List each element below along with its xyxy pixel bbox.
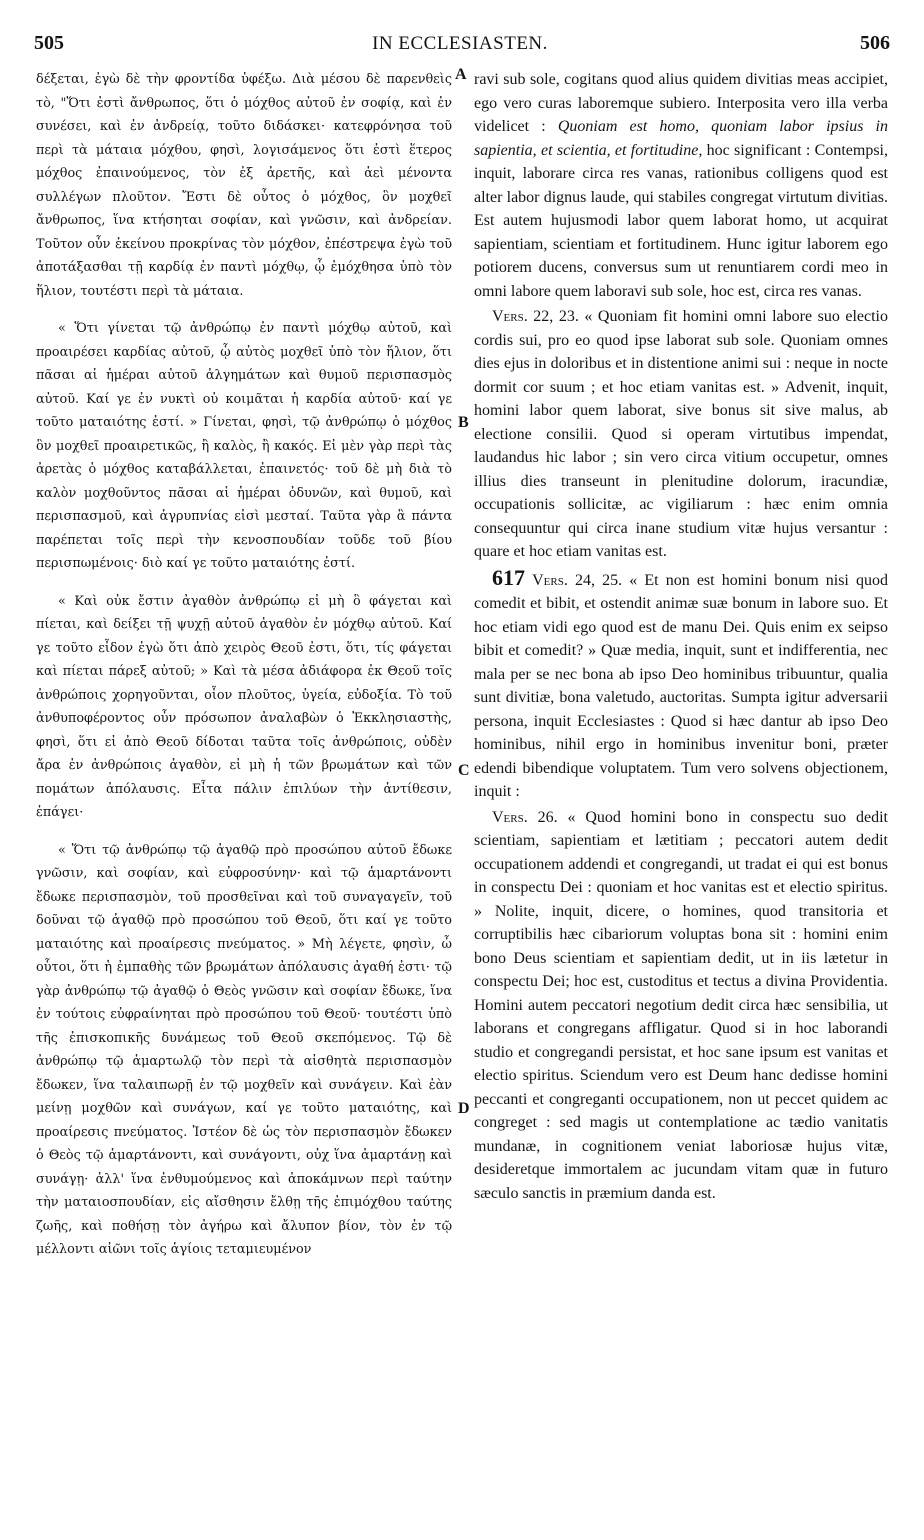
greek-paragraph-2: « Ὅτι γίνεται τῷ ἀνθρώπῳ ἐν παντὶ μόχθῳ αὐτοῦ, καὶ προαιρέσει καρδίας αὐτοῦ, ᾧ αὐτὸς μοχθεῖ ὑπὸ τὸν ἥλιον, ὅτι πᾶσαι αἱ ἡμέραι αὐτοῦ ἀλγημάτων καὶ θυμοῦ περισπασμὸς αὐτοῦ. Καί γε ἐν νυκτὶ οὐ κοιμᾶται ἡ καρδία αὐτοῦ· καί γε τοῦτο ματαιότης ἐστί. » Γίνεται, φησὶ, τῷ ἀνθρώπῳ ὁ μόχθος ὃν μοχθεῖ προαιρετικῶς, ἢ καλὸς, ἢ κακός. Εἰ μὲν γὰρ περὶ τὰς ἀρετὰς ὁ μόχθος καταβάλλεται, ἐπαινετός· τοῦ δὲ μὴ διὰ τὸ καλὸν μοχθοῦντος πᾶσαι αἱ ἡμέραι ὀδυνῶν, καὶ θυμοῦ, καὶ περισπασμοῦ, καὶ ἀγρυπνίας εἰσὶ μεσταί. Ταῦτα γὰρ ἃ πάντα παρέπεται τοῖς περὶ τὴν κενοσπουδίαν τοῦδε τοῦ βίου περισπωμένοις· διὸ καί γε τοῦτο ματαιότης ἐστί. xyxy=(36,321,452,571)
verse-reference: Vers. 24, 25. xyxy=(532,571,623,589)
greek-paragraph-1: δέξεται, ἐγὼ δὲ τὴν φροντίδα ὑφέξω. Διὰ μέσου δὲ παρενθεὶς τὸ, "Ὅτι ἐστὶ ἄνθρωπος, ὅτι ὁ μόχθος αὐτοῦ ἐν σοφίᾳ, καὶ ἐν συνέσει, καὶ ἐν ἀνδρείᾳ, τοῦτο διδάσκει· κατεφρόνησα τοῦ περὶ τὰ μάταια μόχθου, φησὶ, λογισάμενος ὅτι ἐστὶ ἕτερος μόχθος ἐπαινούμενος, τὸν ἐξ ἀρετῆς, καὶ ἀεὶ μένοντα συλλέγων πλοῦτον. Ἔστι δὲ οὗτος ὁ μόχθος, ὃν μοχθεῖ ἄνθρωπος, ἵνα κτήσηται σοφίαν, καὶ γνῶσιν, καὶ ἀνδρείαν. Τοῦτον οὖν ἐκείνου προκρίνας τὸν μόχθον, ἐπέστρεψα ἐγὼ τοῦ ἀποτάξασθαι τῇ καρδίᾳ ἐν παντὶ μόχθῳ, ᾧ ἐμόχθησα ὑπὸ τὸν ἥλιον, τουτέστι περὶ τὰ μάταια. xyxy=(36,72,452,299)
verse-reference: Vers. 22, 23. xyxy=(492,308,579,325)
column-number: 617 xyxy=(492,564,525,590)
page-header xyxy=(30,32,890,64)
greek-paragraph-4: « Ὅτι τῷ ἀνθρώπῳ τῷ ἀγαθῷ πρὸ προσώπου αὐτοῦ ἔδωκε γνῶσιν, καὶ σοφίαν, καὶ εὐφροσύνην· καὶ τῷ ἁμαρτάνοντι ἔδωκε περισπασμὸν, τοῦ προσθεῖναι καὶ τοῦ συναγαγεῖν, τοῦ δοῦναι τῷ ἀγαθῷ πρὸ προσώπου τοῦ Θεοῦ, ὅτι καί γε τοῦτο ματαιότης καὶ προαίρεσις πνεύματος. » Μὴ λέγετε, φησὶν, ὦ οὗτοι, ὅτι ἡ ἐμπαθὴς τῶν βρωμάτων ἀπόλαυσις ἀγαθή ἐστι· τῷ γὰρ ἀνθρώπῳ τῷ ἀγαθῷ ὁ Θεὸς γνῶσιν καὶ σοφίαν ἔδωκε, ἵνα ἐν τούτοις εὐφραίνηται πρὸ προσώπου τοῦ Θεοῦ· τουτέστι ὑπὸ τῆς ἐπισκοπικῆς δυνάμεως τοῦ Θεοῦ σκεπόμενος. Τῷ δὲ ἀνθρώπῳ τῷ ἁμαρτωλῷ τὸν περὶ τὰ αἰσθητὰ περισπασμὸν ἔδωκεν, ἵνα ταλαιπωρῇ ἐν τῷ μοχθεῖν καὶ συνάγειν. Καὶ ἐὰν μείνῃ μοχθῶν καὶ συνάγων, καί γε τοῦτο ματαιότης, καὶ προαίρεσις πνεύματος. Ἰστέον δὲ ὡς τὸν περισπασμὸν ἔδωκεν ὁ Θεὸς τῷ ἁμαρτάνοντι, καὶ συνάγοντι, οὐχ ἵνα ἁμαρτάνῃ καὶ συνάγῃ· ἀλλ' ἵνα ἐνθυμούμενος καὶ ἀποκάμνων περὶ ταύτην τὴν ματαιοσπουδίαν, εἰς αἴσθησιν ἔλθῃ τῆς ἐπιμόχθου ταύτης ζωῆς, καὶ ποθήσῃ τὸν ἀγήρω καὶ ἄλυπον βίον, τὸν ἐν τῷ μέλλοντι αἰῶνι τοῖς ἁγίοις τεταμιευμένον xyxy=(36,842,452,1257)
latin-paragraph-3 xyxy=(474,566,888,804)
latin-paragraph-4 xyxy=(474,806,888,1206)
margin-letter-c: C xyxy=(458,762,470,779)
margin-letter-a: A xyxy=(455,66,467,83)
latin-paragraph-2 xyxy=(474,305,888,564)
latin-p1-text: ravi sub sole, cogitans quod alius quidem divitias meas accipiet, ego vero curas laboremque subiero. Interposita vero illa verba videlicet : xyxy=(474,71,888,135)
latin-p2-text: « Quoniam fit homini omni labore suo electio cordis sui, pro eo quod ipse laborat sub sole. Quoniam omnes dies ejus in doloribus et in distentione animi sui : neque in nocte dormit cor suum ; et hoc etiam vanitas est. » Advenit, inquit, homini labor quem laborat, sive bonus sit sive malus, ab electione consilii. Quod si operam virtutibus impendat, laudandus hic labor ; sin vero circa vitium occupetur, omnes illius dies transeunt in plenitudine dolorum, iracundiæ, occupationis sollicitæ, ac vigiliarum : hæc enim omnia consequuntur qui circa inane studium vitæ hujus versantur : quare et hoc etiam vanitas est. xyxy=(474,308,889,560)
margin-letter-b: B xyxy=(458,414,469,431)
right-page-number: 506 xyxy=(860,32,890,54)
greek-paragraph-3: « Καὶ οὐκ ἔστιν ἀγαθὸν ἀνθρώπῳ εἰ μὴ ὃ φάγεται καὶ πίεται, καὶ δείξει τῇ ψυχῇ αὐτοῦ ἀγαθὸν ἐν μόχθῳ αὐτοῦ. Καί γε τοῦτο εἶδον ἐγὼ ὅτι ἀπὸ χειρὸς Θεοῦ ἐστι, ὅτι, τίς φάγεται καὶ πίεται πάρεξ αὐτοῦ; » Καὶ τὰ μέσα ἀδιάφορα ἐκ Θεοῦ τοῖς ἀνθρώποις χορηγοῦνται, οἷον πλοῦτος, ὑγεία, εὐδοξία. Τὸ τοῦ ἀνθυποφέροντος οὖν πρόσωπον ἀναλαβὼν ὁ Ἐκκλησιαστὴς, φησὶ, ὅτι εἰ ἀπὸ Θεοῦ δίδοται ταῦτα τοῖς ἀνθρώποις, οὐδὲν ἄρα ἐν ἀνθρώποις ἀγαθὸν, εἰ μὴ ἡ τῶν βρωμάτων καὶ τῶν πομάτων ἀπόλαυσις. Εἶτα πάλιν ἐπιλύων τὴν ἀντίθεσιν, ἐπάγει· xyxy=(36,593,452,820)
left-page-number: 505 xyxy=(34,32,64,54)
verse-reference: Vers. 26. xyxy=(492,808,558,826)
running-title: IN ECCLESIASTEN. xyxy=(372,33,548,54)
greek-column xyxy=(36,68,452,1262)
latin-p1-quotation: Quoniam est homo, quoniam labor ipsius in sapientia, et scientia, et fortitudine, xyxy=(474,118,888,159)
latin-paragraph-1 xyxy=(474,68,888,303)
latin-column xyxy=(474,68,888,1205)
latin-p4-text: « Quod homini bono in conspectu suo dedit scientiam, sapientiam et lætitiam ; peccatori autem dedit occupationem addendi et congregandi, ut tradat ei qui est bonus in conspectu Dei : quoniam et hoc vanitas est et electio spiritus. » Nolite, inquit, dicere, o homines, quod transitoria et corruptibilis hæc cibariorum voluptas bona sit : homini enim bono Deus scientiam et sapientiam dedit, ut in iis lætetur in conspectu Dei; hoc est, custoditus et tectus a divina Providentia. Homini autem peccatori negotium dedit circa hæc sensibilia, ut laborans et congregans affligatur. Quod si in hoc laborandi studio et congregandi persistat, et hoc sane ipsum est vanitas et electio spiritus. Sciendum vero est Deum hanc dedisse homini peccanti et congreganti occupationem, non ut peccet quidem ac congreget : sed magis ut contemplatione ac tædio vanitatis mundanæ, in cognitionem veniat laboriosæ hujus vitæ, desideretque immortalem ac jucundam vitam quæ in futuro sæculo sanctis in præmium danda est. xyxy=(474,808,888,1202)
margin-letter-d: D xyxy=(458,1100,470,1117)
latin-p3-text: « Et non est homini bonum nisi quod comedit et bibit, et ostendit animæ suæ bonum in labore suo. Et hoc etiam vidi ego quod est de manu Dei. Quis enim ex seipso bibit et comedit? » Quæ media, inquit, sunt et indifferentia, nec mala per se nec bona ab ipso Deo hominibus tribuuntur, qualia sunt divitiæ, bona valetudo, auctoritas. Sumpta igitur adversarii persona, inquit Ecclesiastes : Quod si hæc dantur ab ipso Deo hominibus, nihil ergo in hominibus invenitur boni, præter edendi bibendique voluptatem. Tum vero solvens objectionem, inquit : xyxy=(474,571,888,800)
latin-p1-rest: hoc significant : Contempsi, inquit, laborare circa res vanas, rationibus colligens quod est alter labor dignus laude, qui stabiles congregat virtutum divitias. Est autem hujusmodi labor quem laborat homo, ut acquirat sapientiam, scientiam et fortitudinem. Hunc igitur laborem ego potiorem ducens, conversus sum ut renuntiarem cordi meo in omni labore quem laboravi sub sole, hoc est, circa res vanas. xyxy=(474,141,888,300)
